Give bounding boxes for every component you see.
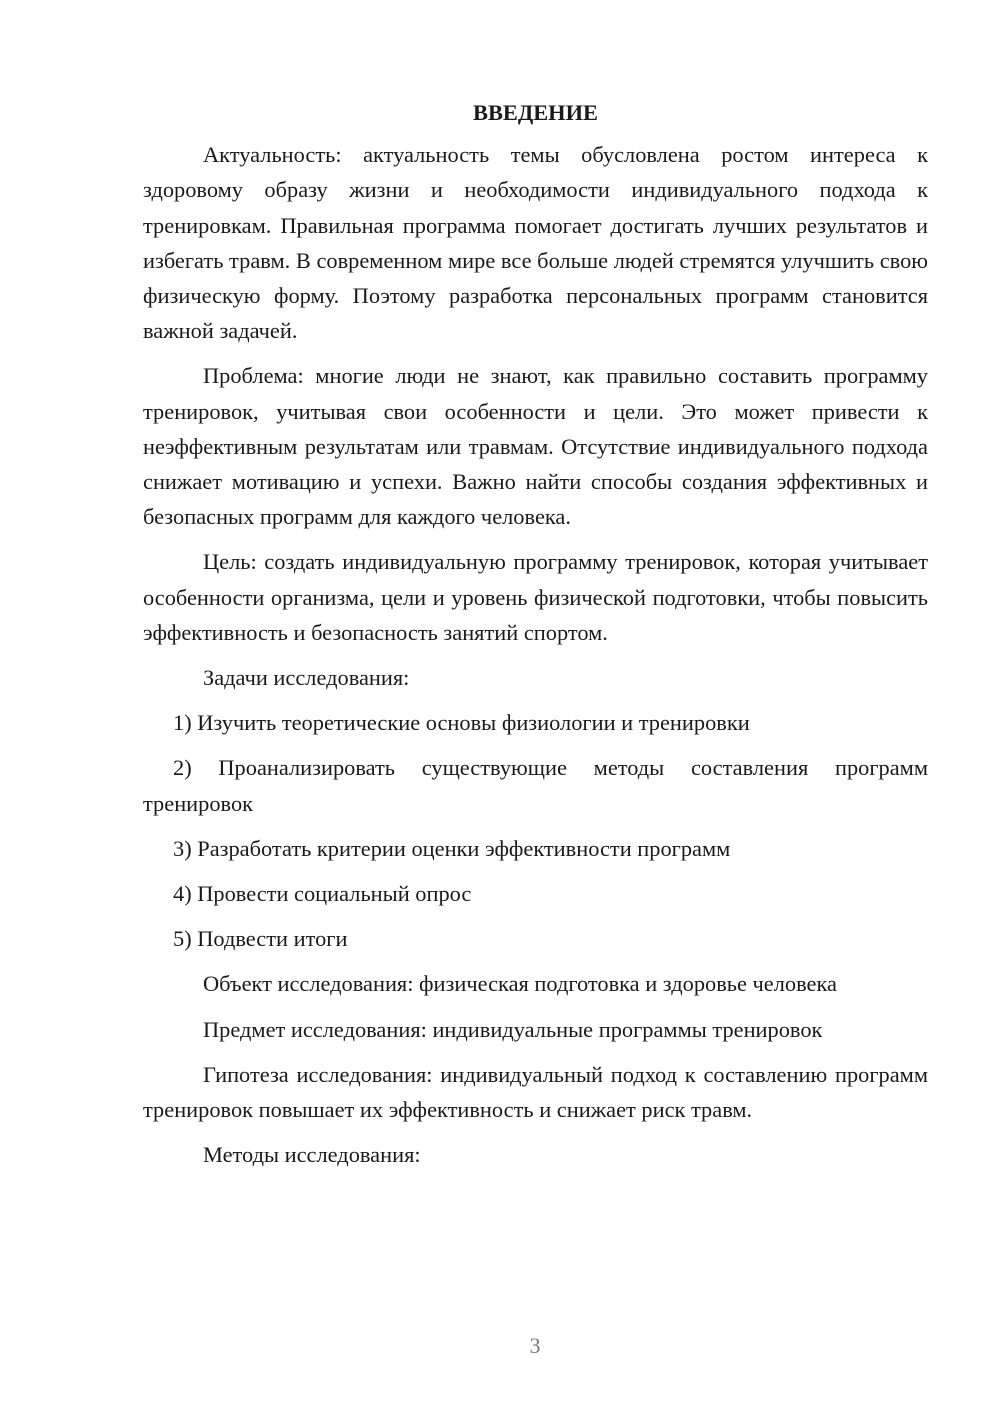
- task-item-1: 1) Изучить теоретические основы физиологии и тренировки: [173, 710, 750, 736]
- task-item-2: 2) Проанализировать существующие методы составления программ тренировок: [143, 755, 928, 816]
- task-item-4: 4) Провести социальный опрос: [173, 881, 472, 907]
- task-item-5: 5) Подвести итоги: [173, 926, 348, 952]
- subject-line: Предмет исследования: индивидуальные программы тренировок: [203, 1016, 823, 1042]
- page-number: 3: [529, 1333, 541, 1358]
- problem-paragraph: Проблема: многие люди не знают, как правильно составить программу тренировок, учитывая свои особенности и цели. Это может привести к неэффективным результатам или травмам. Отсутствие индивидуального подхода снижает мотивацию и успехи. Важно найти способы создания эффективных и безопасных программ для каждого человека.: [143, 363, 928, 530]
- goal-paragraph: Цель: создать индивидуальную программу тренировок, которая учитывает особенности организма, цели и уровень физической подготовки, чтобы повысить эффективность и безопасность занятий спортом.: [143, 549, 928, 645]
- object-line: Объект исследования: физическая подготовка и здоровье человека: [203, 971, 837, 997]
- methods-heading: Методы исследования:: [203, 1142, 421, 1168]
- relevance-paragraph: Актуальность: актуальность темы обусловлена ростом интереса к здоровому образу жизни и необходимости индивидуального подхода к тренировкам. Правильная программа помогает достигать лучших результатов и избегать травм. В современном мире все больше людей стремятся улучшить свою физическую форму. Поэтому разработка персональных программ становится важной задачей.: [143, 142, 928, 344]
- hypothesis-paragraph: Гипотеза исследования: индивидуальный подход к составлению программ тренировок повышает их эффективность и снижает риск травм.: [143, 1061, 928, 1123]
- section-title: ВВЕДЕНИЕ: [473, 100, 598, 125]
- tasks-heading: Задачи исследования:: [203, 665, 410, 691]
- task-item-3: 3) Разработать критерии оценки эффективности программ: [173, 835, 731, 861]
- page-body: [143, 95, 928, 1182]
